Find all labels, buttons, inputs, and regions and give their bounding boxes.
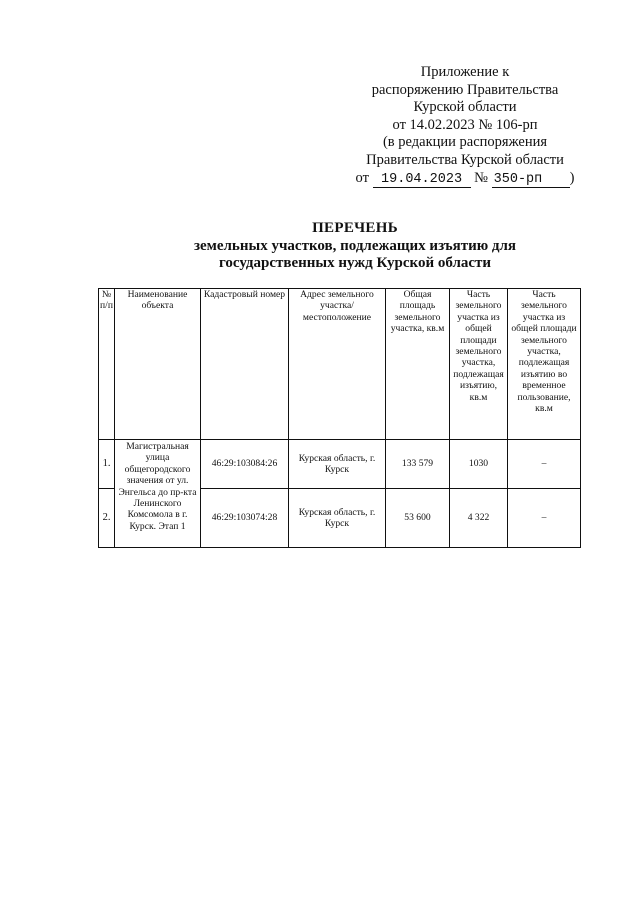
cadastral-cell: 46:29:103084:26 [201,440,289,489]
total-area-cell: 53 600 [386,489,450,548]
row-num: 2. [99,489,115,548]
object-name-cell: Магистральная улица общегородского значения от ул. Энгельса до пр-кта Ленинского Комсомола в г. Курск. Этап 1 [115,440,201,548]
title-line-2: земельных участков, подлежащих изъятию для [193,237,517,254]
approval-line-2: распоряжению Правительства [371,81,559,98]
amendment-number: 350-рп [492,173,570,188]
approval-line-1: Приложение к [420,64,510,80]
part-seized-cell: 1030 [450,440,508,489]
title-line-3: государственных нужд Курской области [218,255,492,271]
approval-block [340,64,590,188]
address-cell: Курская область, г. Курск [289,440,386,489]
cadastral-cell: 46:29:103074:28 [201,489,289,548]
title-line-1: ПЕРЕЧЕНЬ [312,220,398,236]
approval-line-6: Правительства Курской области [366,151,564,168]
amendment-line [340,170,590,188]
part-temporary-cell: – [508,440,581,489]
approval-line-3: Курской области [413,99,517,116]
number-sign: № [474,169,489,186]
document-title [130,220,580,273]
header-name: Наименование объекта [115,289,201,440]
header-cadastral: Кадастровый номер [201,289,289,440]
row-num: 1. [99,440,115,489]
part-seized-cell: 4 322 [450,489,508,548]
close-paren: ) [569,169,575,186]
amendment-date: 19.04.2023 [373,173,471,188]
part-temporary-cell: – [508,489,581,548]
header-part-seized: Часть земельного участка из общей площади земельного участка, подлежащая изъятию, кв.м [450,289,508,440]
address-cell: Курская область, г. Курск [289,489,386,548]
header-part-temporary: Часть земельного участка из общей площади земельного участка, подлежащая изъятию во временное пользование, кв.м [508,289,581,440]
land-plots-table [98,288,581,548]
header-total-area: Общая площадь земельного участка, кв.м [386,289,450,440]
table-row [99,440,581,489]
total-area-cell: 133 579 [386,440,450,489]
approval-line-4: от 14.02.2023 № 106-рп [392,116,538,133]
from-label: от [355,169,369,186]
approval-line-5: (в редакции распоряжения [382,134,548,151]
header-num: № п/п [99,289,115,440]
table-header-row [99,289,581,440]
header-address: Адрес земельного участка/ местоположение [289,289,386,440]
